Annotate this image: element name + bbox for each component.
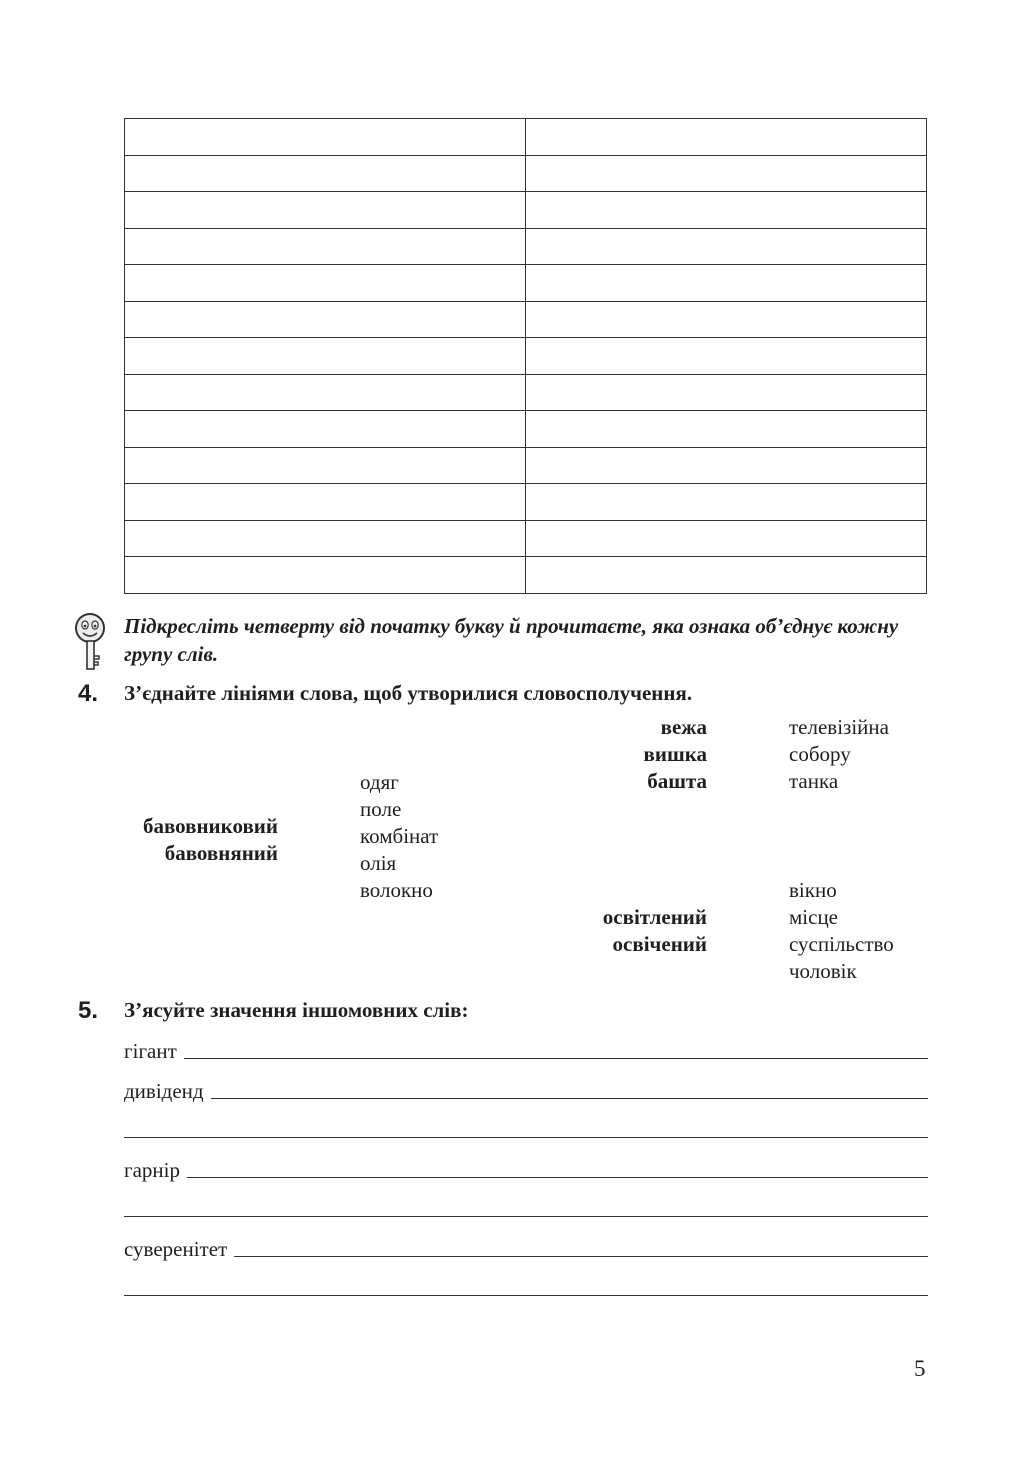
table-row xyxy=(125,557,927,594)
word-item[interactable]: освічений xyxy=(612,932,707,956)
task-4-number: 4. xyxy=(78,680,99,707)
word-item[interactable]: танка xyxy=(789,769,839,793)
table-cell[interactable] xyxy=(526,338,927,375)
word-item[interactable]: поле xyxy=(360,797,402,821)
word-item[interactable]: волокно xyxy=(360,878,433,902)
table-row xyxy=(125,192,927,229)
answer-line[interactable] xyxy=(124,1216,928,1217)
word-item[interactable]: вишка xyxy=(643,742,707,766)
table-cell[interactable] xyxy=(125,484,526,521)
table-row xyxy=(125,265,927,302)
definition-row-dividend[interactable] xyxy=(124,1072,928,1102)
table-cell[interactable] xyxy=(526,155,927,192)
word-item[interactable]: бавовниковий xyxy=(142,814,278,838)
table-cell[interactable] xyxy=(526,374,927,411)
table-cell[interactable] xyxy=(526,557,927,594)
table-cell[interactable] xyxy=(526,192,927,229)
answer-line[interactable] xyxy=(124,1295,928,1296)
word-item[interactable]: освітлений xyxy=(602,905,707,929)
word-item[interactable]: олія xyxy=(360,851,397,875)
word-item[interactable]: собору xyxy=(789,742,851,766)
table-cell[interactable] xyxy=(526,520,927,557)
word-item[interactable]: комбінат xyxy=(360,824,439,848)
table-cell[interactable] xyxy=(125,119,526,156)
group2-words xyxy=(789,714,889,795)
table-cell[interactable] xyxy=(526,301,927,338)
group1-adjectives xyxy=(143,813,278,867)
group1-nouns xyxy=(360,769,438,904)
word-item[interactable]: одяг xyxy=(360,770,399,794)
word-item[interactable]: місце xyxy=(789,905,839,929)
word-item[interactable]: чоловік xyxy=(789,959,857,983)
definition-row-suverenitet[interactable] xyxy=(124,1230,928,1260)
answer-line[interactable] xyxy=(234,1255,928,1257)
word-item[interactable]: вежа xyxy=(660,715,707,739)
task-5-number: 5. xyxy=(78,997,99,1024)
definition-word: гарнір xyxy=(124,1158,181,1182)
table-cell[interactable] xyxy=(526,447,927,484)
definition-word: дивіденд xyxy=(124,1079,204,1103)
table-row xyxy=(125,155,927,192)
word-item[interactable]: башта xyxy=(647,769,707,793)
answer-table xyxy=(124,118,927,594)
page-number: 5 xyxy=(914,1356,926,1381)
table-cell[interactable] xyxy=(125,228,526,265)
group2-nouns xyxy=(644,714,707,795)
table-row xyxy=(125,374,927,411)
answer-line[interactable] xyxy=(124,1137,928,1138)
answer-line[interactable] xyxy=(187,1176,928,1178)
table-cell[interactable] xyxy=(125,374,526,411)
table-row xyxy=(125,119,927,156)
table-cell[interactable] xyxy=(125,192,526,229)
table-cell[interactable] xyxy=(526,411,927,448)
hint-text: Підкресліть четверту від початку букву й прочитаєте, яка ознака об’єднує кожну групу слів. xyxy=(124,614,899,666)
group3-adjectives xyxy=(603,904,707,958)
definition-row-garnir[interactable] xyxy=(124,1151,928,1181)
table-row xyxy=(125,228,927,265)
definition-word: гігант xyxy=(124,1039,177,1063)
table-cell[interactable] xyxy=(526,265,927,302)
key-icon xyxy=(73,611,107,673)
group3-nouns xyxy=(789,877,894,985)
task-5-title: З’ясуйте значення іншомовних слів: xyxy=(124,998,469,1022)
definition-word: суверенітет xyxy=(124,1237,228,1261)
table-cell[interactable] xyxy=(125,301,526,338)
table-cell[interactable] xyxy=(125,520,526,557)
table-row xyxy=(125,338,927,375)
table-row xyxy=(125,301,927,338)
table-row xyxy=(125,484,927,521)
table-cell[interactable] xyxy=(125,557,526,594)
table-cell[interactable] xyxy=(526,484,927,521)
table-row xyxy=(125,520,927,557)
answer-line[interactable] xyxy=(184,1057,928,1059)
table-row xyxy=(125,411,927,448)
answer-line[interactable] xyxy=(211,1097,928,1099)
table-cell[interactable] xyxy=(526,119,927,156)
task-4-title: З’єднайте лініями слова, щоб утворилися словосполучення. xyxy=(124,681,693,705)
table-cell[interactable] xyxy=(125,338,526,375)
table-cell[interactable] xyxy=(125,447,526,484)
table-cell[interactable] xyxy=(125,155,526,192)
definition-row-gigant[interactable] xyxy=(124,1032,928,1062)
word-item[interactable]: вікно xyxy=(789,878,837,902)
word-item[interactable]: телевізійна xyxy=(789,715,889,739)
table-cell[interactable] xyxy=(526,228,927,265)
table-row xyxy=(125,447,927,484)
word-item[interactable]: бавовняний xyxy=(164,841,278,865)
table-cell[interactable] xyxy=(125,411,526,448)
word-item[interactable]: суспільство xyxy=(789,932,894,956)
table-cell[interactable] xyxy=(125,265,526,302)
